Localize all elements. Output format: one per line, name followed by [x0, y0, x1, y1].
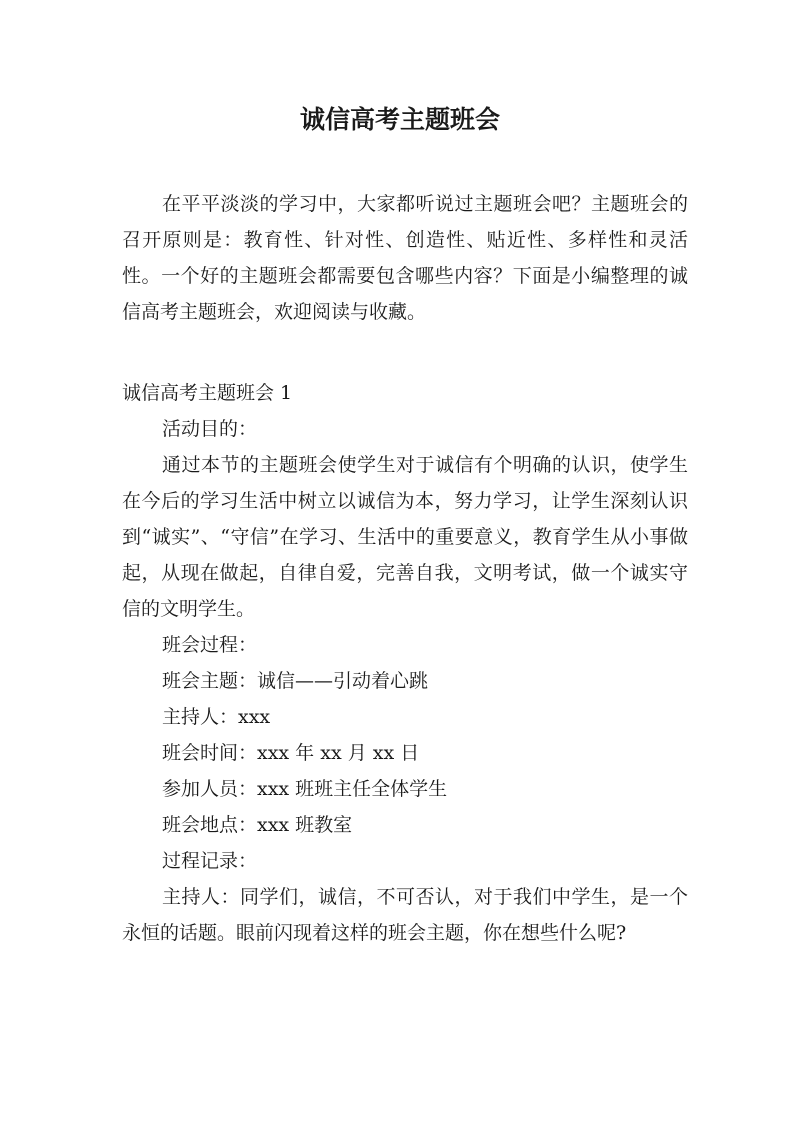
line-meeting-time: 班会时间：xxx 年 xx 月 xx 日: [162, 742, 420, 764]
document-title: 诚信高考主题班会: [299, 105, 500, 134]
label-activity-goal: 活动目的：: [162, 418, 258, 440]
label-meeting-process: 班会过程：: [162, 634, 258, 656]
line-meeting-theme: 班会主题：诚信——引动着心跳: [162, 670, 429, 692]
line-participants: 参加人员：xxx 班班主任全体学生: [162, 778, 448, 800]
label-process-record: 过程记录：: [162, 850, 258, 872]
intro-paragraph: 在平平淡淡的学习中，大家都听说过主题班会吧？主题班会的召开原则是：教育性、针对性、创造性、贴近性、多样性和灵活性。一个好的主题班会都需要包含哪些内容？下面是小编整理的诚信高考主题班会，欢迎阅读与收藏。: [122, 193, 688, 323]
paragraph-host-speech: 主持人：同学们，诚信，不可否认，对于我们中学生，是一个永恒的话题。眼前闪现着这样的班会主题，你在想些什么呢?: [122, 886, 688, 944]
line-host: 主持人：xxx: [162, 706, 271, 728]
paragraph-activity-goal: 通过本节的主题班会使学生对于诚信有个明确的认识，使学生在今后的学习生活中树立以诚信为本，努力学习，让学生深刻认识到“诚实”、“守信”在学习、生活中的重要意义，教育学生从小事做起，从现在做起，自律自爱，完善自我，文明考试，做一个诚实守信的文明学生。: [122, 454, 688, 620]
document-body: [122, 375, 688, 951]
section-heading: 诚信高考主题班会 1: [122, 382, 293, 404]
line-meeting-location: 班会地点：xxx 班教室: [162, 814, 353, 836]
